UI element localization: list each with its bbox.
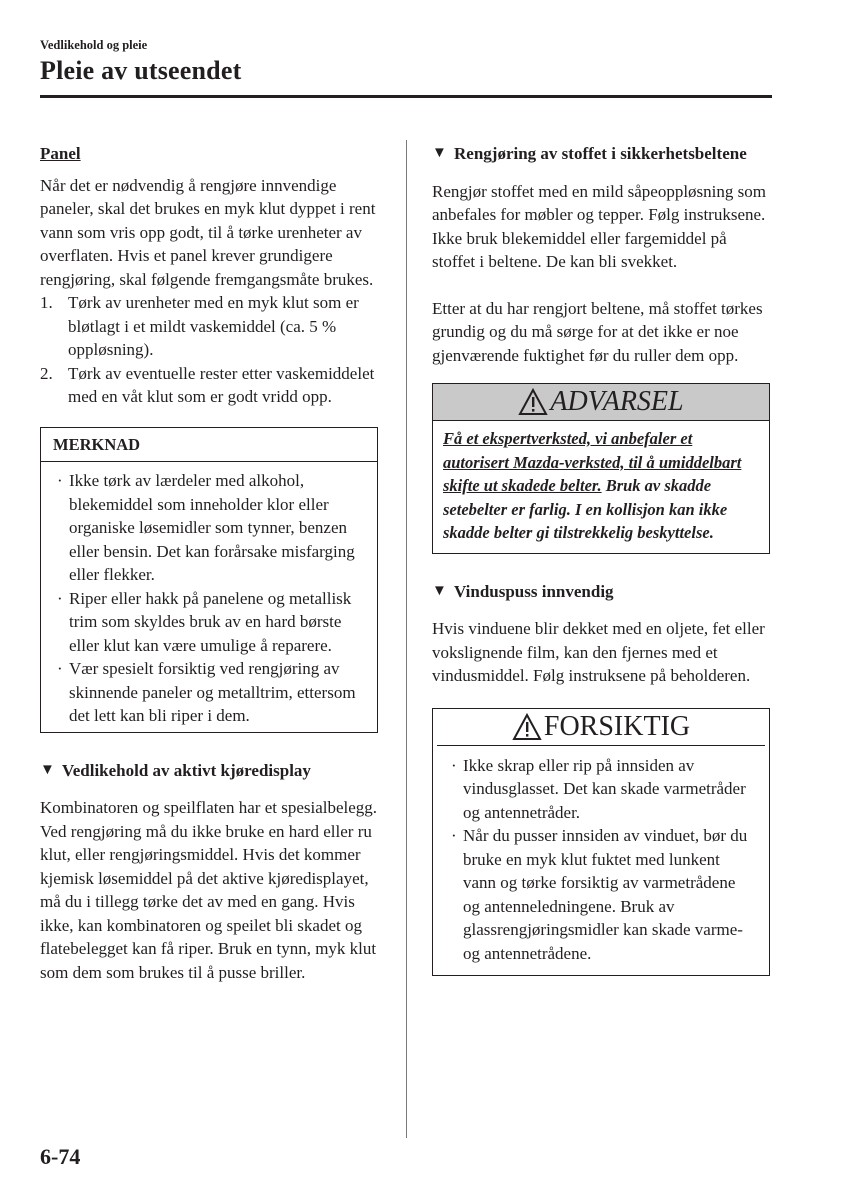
- caution-triangle-icon: [512, 713, 542, 741]
- window-heading: [432, 580, 770, 604]
- step-number: 1.: [40, 293, 53, 312]
- left-column: [40, 142, 378, 984]
- page-title: Pleie av utseendet: [40, 56, 242, 85]
- warning-underlined-text: Få et ekspertverksted, vi anbefaler et autorisert Mazda-verksted, til å umiddelbart skifte ut skadede belter.: [443, 429, 742, 495]
- list-item: [447, 754, 755, 825]
- belt-heading-text: Rengjøring av stoffet i sikkerhetsbeltene: [454, 144, 747, 163]
- list-item: [40, 362, 378, 409]
- belt-text-2: Etter at du har rengjort beltene, må stoffet tørkes grundig og du må sørge for at det ikke er noe gjenværende fuktighet før du ruller dem opp.: [432, 298, 763, 365]
- list-item: [53, 469, 365, 587]
- belt-text-1: Rengjør stoffet med en mild såpeoppløsning som anbefales for møbler og tepper. Følg instruksene. Ikke bruk blekemiddel eller fargemiddel på stoffet i beltene. De kan bli svekket.: [432, 181, 766, 271]
- note-bullet-text: Riper eller hakk på panelene og metallisk trim som skyldes bruk av en hard børste eller klut kan være umulige å reparere.: [69, 588, 352, 655]
- warning-box: [432, 383, 770, 554]
- triangle-down-icon: ▼: [432, 582, 447, 599]
- warning-plain-text: Bruk av skadde setebelter er farlig. I en kollisjon kan ikke skadde belter gi tilstrekkelig beskyttelse.: [443, 476, 728, 542]
- note-heading: MERKNAD: [41, 428, 377, 463]
- warning-heading: [433, 384, 769, 421]
- column-divider: [406, 140, 407, 1138]
- bullet-dot: ·: [57, 659, 63, 678]
- list-item: [53, 657, 365, 728]
- triangle-down-icon: ▼: [40, 761, 55, 778]
- warning-triangle-icon: [518, 388, 548, 416]
- list-item: [53, 587, 365, 658]
- panel-steps: [40, 291, 378, 409]
- list-item: [447, 824, 755, 965]
- step-text: Tørk av eventuelle rester etter vaskemiddelet med en våt klut som er godt vridd opp.: [68, 363, 375, 406]
- note-box: [40, 427, 378, 733]
- caution-bullet-text: Ikke skrap eller rip på innsiden av vindusglasset. Det kan skade varmetråder og antennetråder.: [463, 755, 746, 822]
- note-bullet-text: Vær spesielt forsiktig ved rengjøring av skinnende paneler og metalltrim, ettersom det lett kan bli riper i dem.: [69, 659, 356, 725]
- warning-heading-text: ADVARSEL: [550, 386, 684, 418]
- section-label: Vedlikehold og pleie: [40, 38, 148, 52]
- step-number: 2.: [40, 363, 53, 383]
- belt-heading: [432, 142, 770, 166]
- window-heading-text: Vinduspuss innvendig: [454, 581, 614, 601]
- caution-box: [432, 708, 770, 977]
- note-body: [41, 462, 377, 732]
- bullet-dot: ·: [57, 588, 63, 608]
- display-text: Kombinatoren og speilflaten har et spesialbelegg. Ved rengjøring må du ikke bruke en hard eller ru klut, eller rengjøringsmiddel. Hvis det kommer kjemisk løsemiddel på det aktive kjøredisplayet, må du i tillegg tørke det av med en gang. Hvis ikke, kan kombinatoren og speilet bli skadet og flatebelegget kan få riper. Bruk en tynn, myk klut som dem som brukes til å pusse briller.: [40, 798, 378, 982]
- list-item: [40, 291, 378, 362]
- display-heading: [40, 759, 378, 783]
- caution-heading-text: FORSIKTIG: [543, 710, 691, 742]
- display-heading-text: Vedlikehold av aktivt kjøredisplay: [62, 760, 311, 780]
- caution-bullet-text: Når du pusser innsiden av vinduet, bør du bruke en myk klut fuktet med lunkent vann og tørke forsiktig av varmetrådene og antenneledningene. Bruk av glassrengjøringsmidler kan skade varme- og antennetrådene.: [463, 826, 748, 963]
- triangle-down-icon: ▼: [432, 145, 447, 161]
- caution-heading: [437, 709, 765, 746]
- right-column: [432, 142, 770, 976]
- header-rule: [40, 95, 772, 98]
- window-text: Hvis vinduene blir dekket med en oljete, fet eller vokslignende film, kan den fjernes med et vindusmiddel. Følg instruksene på beholderen.: [432, 619, 765, 685]
- note-bullet-text: Ikke tørk av lærdeler med alkohol, blekemiddel som inneholder klor eller organiske løsemidler som tynner, benzen eller bensin. Det kan forårsake misfarging eller flekker.: [69, 471, 355, 584]
- bullet-dot: ·: [57, 471, 63, 490]
- page-number: 6-74: [40, 1144, 81, 1169]
- panel-intro: Når det er nødvendig å rengjøre innvendige paneler, skal det brukes en myk klut dyppet i rent vann som vris opp godt, til å tørke urenheter av overflaten. Hvis et panel krever grundigere rengjøring, skal følgende fremgangsmåte brukes.: [40, 175, 376, 289]
- step-text: Tørk av urenheter med en myk klut som er bløtlagt i et mildt vaskemiddel (ca. 5 % oppløsning).: [68, 293, 359, 359]
- bullet-dot: ·: [451, 755, 457, 775]
- warning-body: [433, 421, 769, 553]
- bullet-dot: ·: [451, 826, 457, 845]
- panel-heading: Panel: [40, 144, 81, 163]
- caution-body: [433, 746, 769, 976]
